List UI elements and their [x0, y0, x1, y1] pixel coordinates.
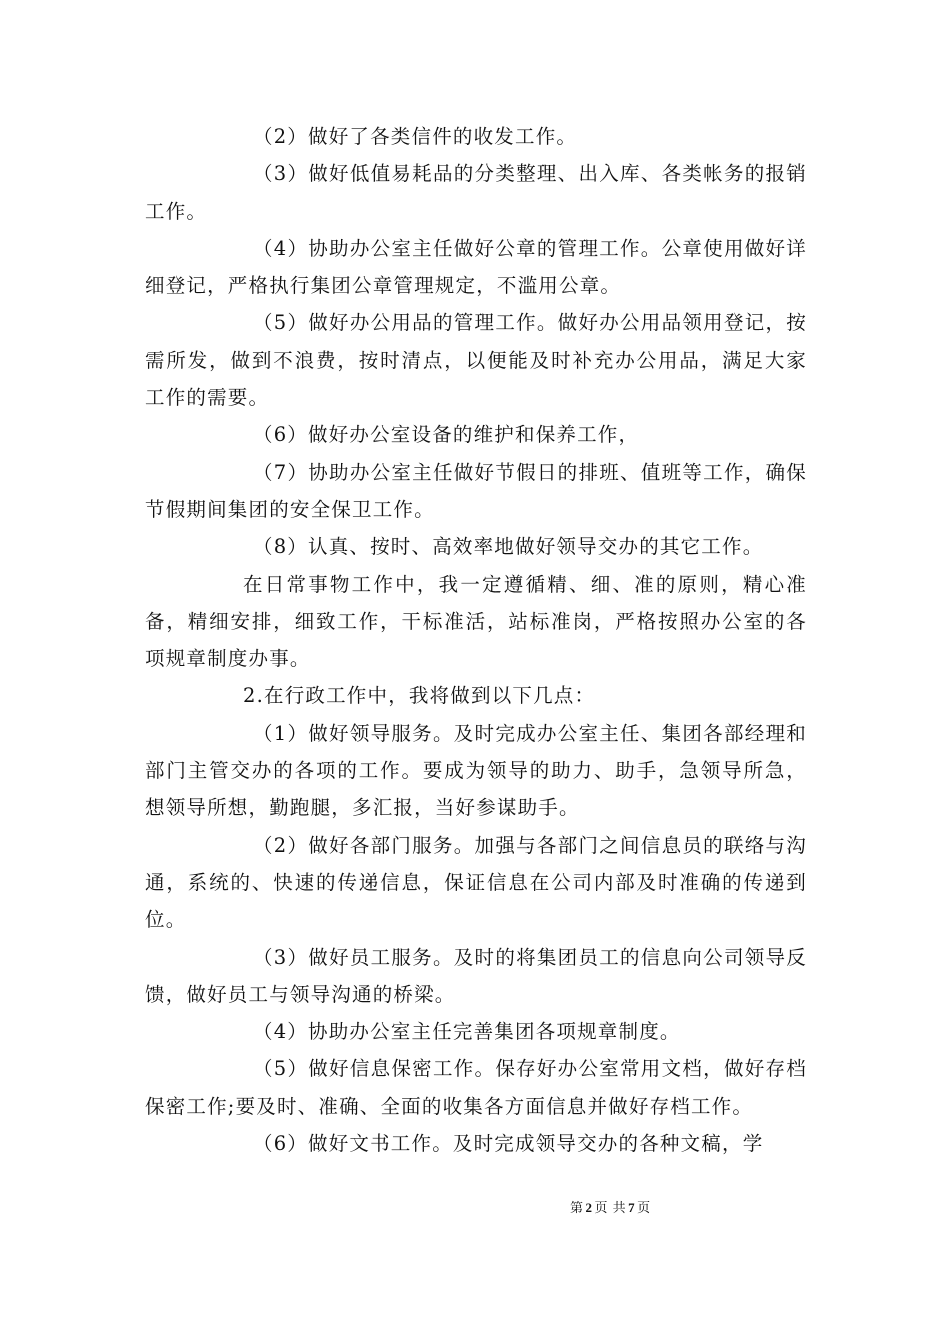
paragraph-item: （4）协助办公室主任做好公章的管理工作。公章使用做好详细登记，严格执行集团公章管理规定，不滥用公章。 [145, 236, 807, 298]
paragraph-body: 在日常事物工作中，我一定遵循精、细、准的原则，精心准备，精细安排，细致工作，干标准活，站标准岗，严格按照办公室的各项规章制度办事。 [145, 572, 807, 671]
paragraph-item: （1）做好领导服务。及时完成办公室主任、集团各部经理和部门主管交办的各项的工作。要成为领导的助力、助手，急领导所急，想领导所想，勤跑腿，多汇报，当好参谋助手。 [145, 721, 807, 820]
footer-prefix: 第 [570, 1201, 584, 1216]
page-footer [0, 1199, 950, 1218]
footer-middle: 页 共 [594, 1201, 627, 1216]
paragraph-item: （5）做好信息保密工作。保存好办公室常用文档，做好存档保密工作;要及时、准确、全面的收集各方面信息并做好存档工作。 [145, 1057, 807, 1118]
paragraph-item: （2）做好了各类信件的收发工作。 [253, 125, 578, 148]
paragraph-item: （6）做好文书工作。及时完成领导交办的各种文稿，学 [253, 1132, 764, 1156]
paragraph-item: （3）做好员工服务。及时的将集团员工的信息向公司领导反馈，做好员工与领导沟通的桥梁。 [145, 945, 807, 1006]
section-heading: 2.在行政工作中，我将做到以下几点： [243, 684, 596, 708]
document-body [145, 118, 807, 1162]
current-page-number: 2 [585, 1200, 593, 1215]
total-page-number: 7 [628, 1200, 636, 1215]
paragraph-item: （3）做好低值易耗品的分类整理、出入库、各类帐务的报销工作。 [145, 162, 807, 223]
paragraph-item: （6）做好办公室设备的维护和保养工作， [253, 423, 640, 447]
paragraph-item: （8）认真、按时、高效率地做好领导交办的其它工作。 [253, 535, 764, 559]
paragraph-item: （7）协助办公室主任做好节假日的排班、值班等工作，确保节假期间集团的安全保卫工作。 [145, 460, 807, 521]
paragraph-item: （4）协助办公室主任完善集团各项规章制度。 [253, 1020, 681, 1044]
paragraph-item: （2）做好各部门服务。加强与各部门之间信息员的联络与沟通，系统的、快速的传递信息，保证信息在公司内部及时准确的传递到位。 [145, 833, 807, 932]
footer-suffix: 页 [637, 1201, 651, 1216]
paragraph-item: （5）做好办公用品的管理工作。做好办公用品领用登记，按需所发，做到不浪费，按时清点，以便能及时补充办公用品，满足大家工作的需要。 [145, 311, 807, 410]
